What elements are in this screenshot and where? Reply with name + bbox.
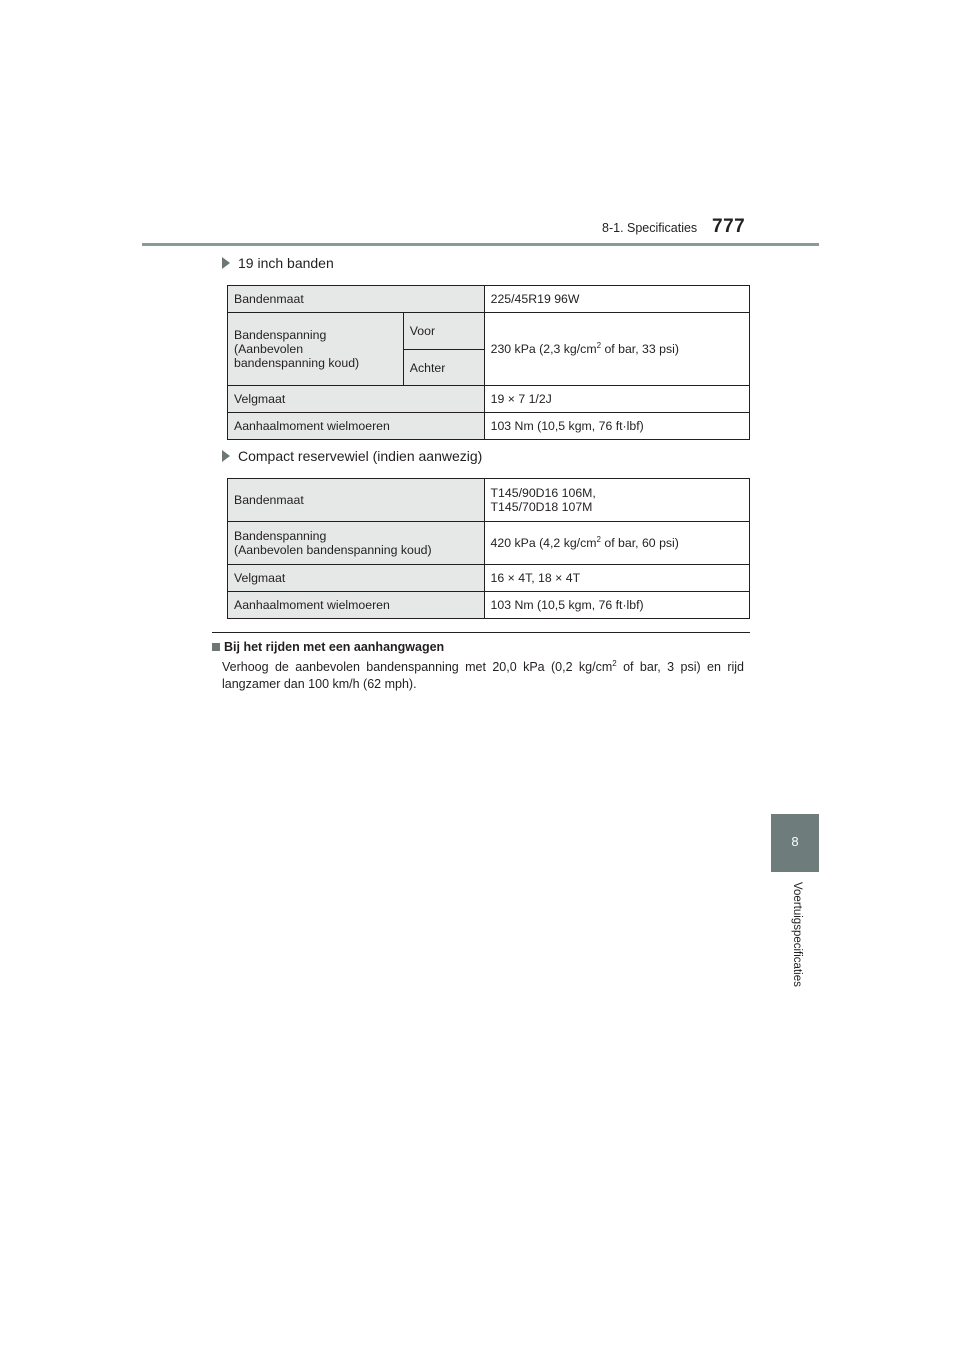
table-row — [228, 592, 750, 619]
table-row — [228, 313, 750, 350]
arrow-icon — [222, 257, 230, 269]
superscript: 2 — [612, 658, 617, 668]
table-value-cell — [484, 313, 749, 386]
table-label-cell: Velgmaat — [228, 565, 485, 592]
note-body — [222, 659, 744, 693]
square-bullet-icon — [212, 643, 220, 651]
label-line: Bandenspanning — [234, 328, 327, 342]
table-row — [228, 413, 750, 440]
header-rule — [142, 243, 819, 246]
superscript: 2 — [596, 340, 602, 350]
table-row — [228, 286, 750, 313]
table-value-cell — [484, 479, 749, 522]
note-body-text: Verhoog de aanbevolen bandenspanning met 20,0 kPa (0,2 kg/cm — [222, 660, 613, 674]
value-text: of bar, 33 psi) — [601, 342, 679, 356]
table-value-cell — [484, 522, 749, 565]
table-label-cell: Velgmaat — [228, 386, 485, 413]
header-section-title: 8-1. Specificaties — [602, 221, 698, 235]
label-line: (Aanbevolen — [234, 342, 304, 356]
table-label-cell — [228, 522, 485, 565]
note-body-text: of bar, 3 psi) en rijd langzamer dan 100 km/h (62 mph). — [222, 660, 744, 691]
chapter-tab: 8 — [771, 814, 819, 872]
label-line: bandenspanning koud) — [234, 356, 360, 370]
arrow-icon — [222, 450, 230, 462]
table-sublabel-cell: Achter — [403, 350, 484, 386]
label-line: (Aanbevolen bandenspanning koud) — [234, 543, 432, 557]
superscript: 2 — [596, 534, 601, 544]
chapter-label-text: Voertuigspecificaties — [791, 882, 803, 987]
section-heading-text: Compact reservewiel (indien aanwezig) — [238, 448, 483, 464]
table-label-cell: Bandenmaat — [228, 479, 485, 522]
section-heading-compact-spare — [222, 448, 482, 464]
section-heading-text: 19 inch banden — [238, 255, 334, 271]
note-title-text: Bij het rijden met een aanhangwagen — [224, 640, 445, 654]
value-text: 230 kPa (2,3 kg/cm — [490, 342, 597, 356]
table-value-cell: 16 × 4T, 18 × 4T — [484, 565, 749, 592]
note-title — [212, 640, 444, 654]
value-text: 420 kPa (4,2 kg/cm — [490, 536, 597, 550]
table-value-cell: 103 Nm (10,5 kgm, 76 ft·lbf) — [484, 592, 749, 619]
table-value-cell: 19 × 7 1/2J — [484, 386, 749, 413]
table-value-cell: 225/45R19 96W — [484, 286, 749, 313]
chapter-label — [769, 882, 821, 1002]
section-heading-19-inch — [222, 255, 334, 271]
table-label-cell — [228, 313, 404, 386]
value-text: of bar, 60 psi) — [600, 536, 679, 550]
label-line: Bandenspanning — [234, 529, 327, 543]
table-label-cell: Aanhaalmoment wielmoeren — [228, 413, 485, 440]
table-row — [228, 565, 750, 592]
table-sublabel-cell: Voor — [403, 313, 484, 350]
tire-spec-table-19-inch — [227, 285, 750, 440]
table-label-cell: Bandenmaat — [228, 286, 485, 313]
value-line: T145/90D16 106M, — [490, 486, 596, 500]
table-value-cell: 103 Nm (10,5 kgm, 76 ft·lbf) — [484, 413, 749, 440]
note-rule — [212, 632, 750, 633]
table-row — [228, 522, 750, 565]
table-row — [228, 386, 750, 413]
page-number: 777 — [712, 216, 746, 237]
tire-spec-table-compact-spare — [227, 478, 750, 619]
table-row — [228, 479, 750, 522]
table-label-cell: Aanhaalmoment wielmoeren — [228, 592, 485, 619]
value-line: T145/70D18 107M — [490, 500, 593, 514]
